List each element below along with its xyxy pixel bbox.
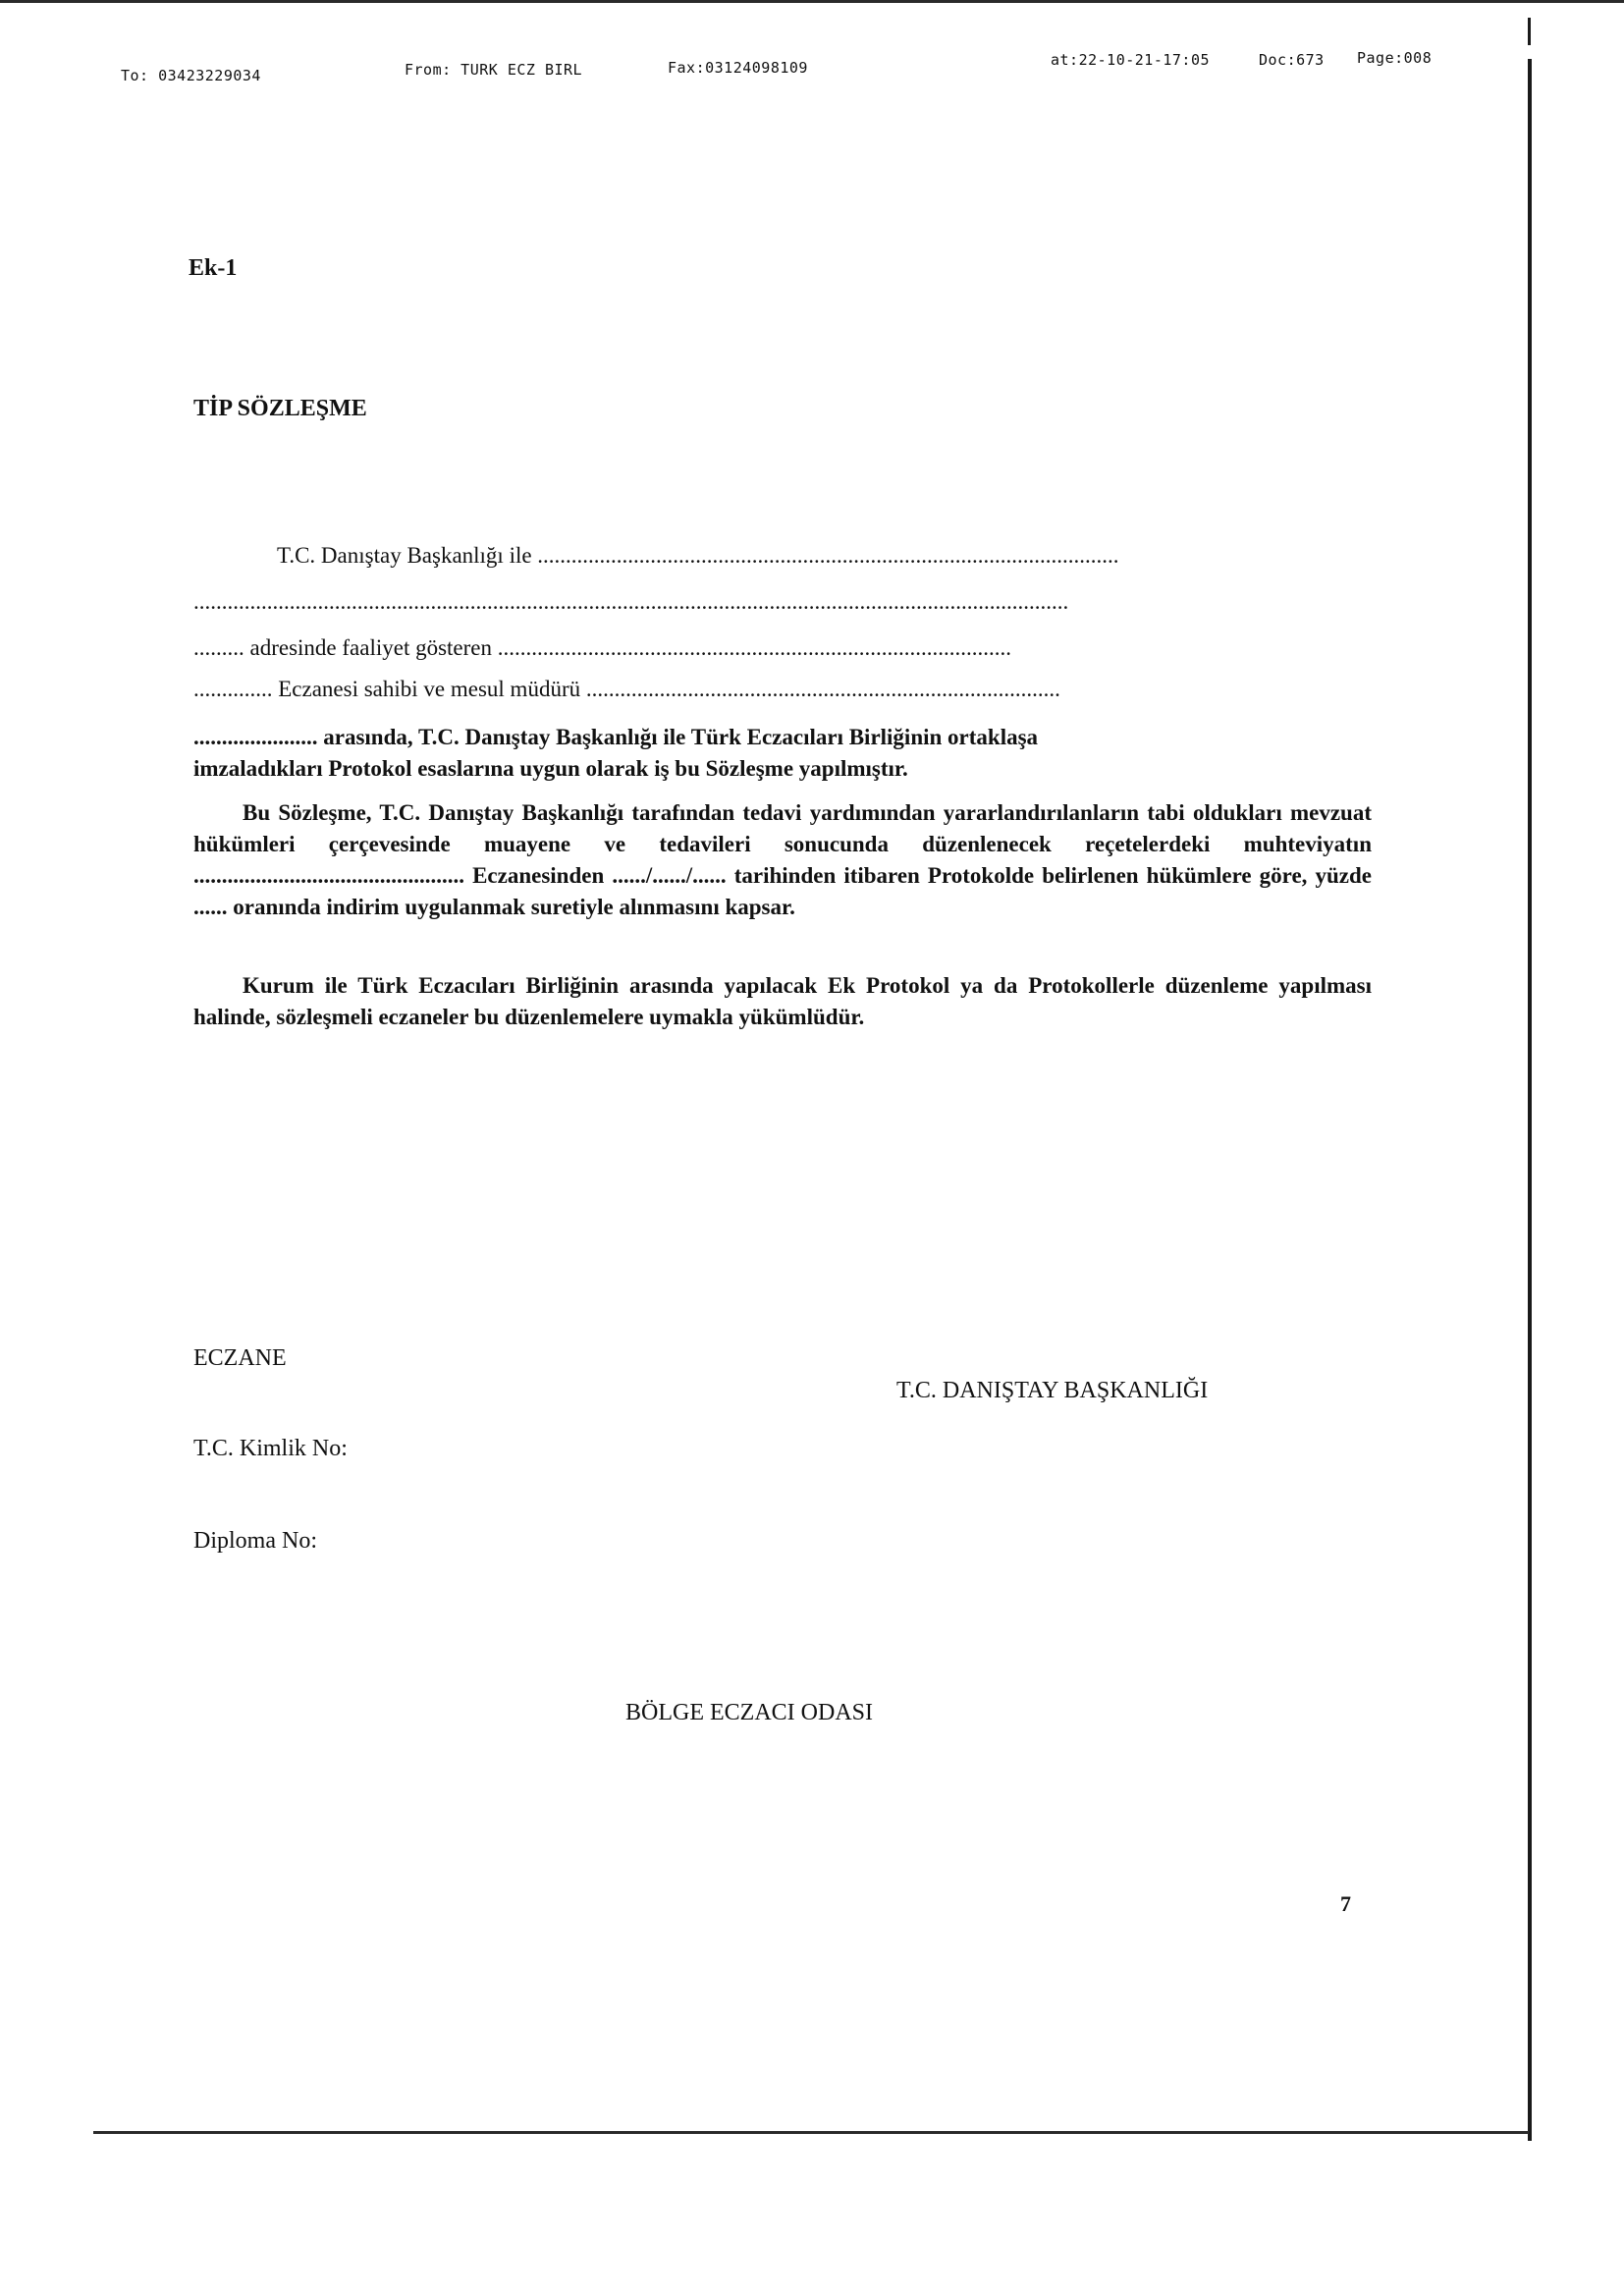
- fax-to: To: 03423229034: [121, 67, 261, 84]
- fill-line-6: imzaladıkları Protokol esaslarına uygun olarak iş bu Sözleşme yapılmıştır.: [193, 756, 908, 781]
- pharmacy-signature-label: ECZANE: [193, 1345, 287, 1371]
- document-title: TİP SÖZLEŞME: [193, 396, 367, 421]
- annex-label: Ek-1: [189, 255, 238, 281]
- fax-doc-number: Doc:673: [1259, 51, 1325, 69]
- fax-page-number: Page:008: [1357, 49, 1433, 67]
- protocol-paragraph: Kurum ile Türk Eczacıları Birliğinin arasında yapılacak Ek Protokol ya da Protokollerle düzenleme yapılması halinde, sözleşmeli eczaneler bu düzenlemelere uymakla yükümlüdür.: [193, 973, 1372, 1029]
- scan-border-tick: [1528, 18, 1531, 45]
- institution-signature-label: T.C. DANIŞTAY BAŞKANLIĞI: [896, 1378, 1209, 1403]
- scan-border-right: [1528, 59, 1532, 2141]
- fill-line-5: ...................... arasında, T.C. Danıştay Başkanlığı ile Türk Eczacıları Birliğinin ortaklaşa: [193, 725, 1039, 749]
- fill-line-2: ...........................................................................................................................................................: [193, 589, 1069, 614]
- fill-line-3: ......... adresinde faaliyet gösteren ...........................................................................................: [193, 635, 1011, 660]
- fill-line-4: .............. Eczanesi sahibi ve mesul müdürü ....................................................................................: [193, 677, 1060, 701]
- scope-paragraph: Bu Sözleşme, T.C. Danıştay Başkanlığı tarafından tedavi yardımından yararlandırılanların tabi oldukları mevzuat hükümleri çerçevesinde muayene ve tedavileri sonucunda düzenlenecek reçetelerdeki muhteviyatın ................................................ Eczanesinden ....../....../...... tarihinden itibaren Protokolde belirlenen hükümlere göre, yüzde ...... oranında indirim uygulanmak suretiyle alınmasını kapsar.: [193, 800, 1372, 919]
- diploma-number-label: Diploma No:: [193, 1528, 317, 1554]
- fax-from: From: TURK ECZ BIRL: [405, 61, 583, 79]
- page-number: 7: [1340, 1891, 1351, 1916]
- fill-line-1: T.C. Danıştay Başkanlığı ile .......................................................................................................: [277, 543, 1119, 568]
- scan-border-bottom: [93, 2131, 1529, 2134]
- fax-number: Fax:03124098109: [668, 59, 808, 77]
- id-number-label: T.C. Kimlik No:: [193, 1436, 348, 1461]
- chamber-signature-label: BÖLGE ECZACI ODASI: [625, 1700, 873, 1725]
- scan-border-top: [0, 0, 1624, 3]
- fax-timestamp: at:22-10-21-17:05: [1051, 51, 1211, 69]
